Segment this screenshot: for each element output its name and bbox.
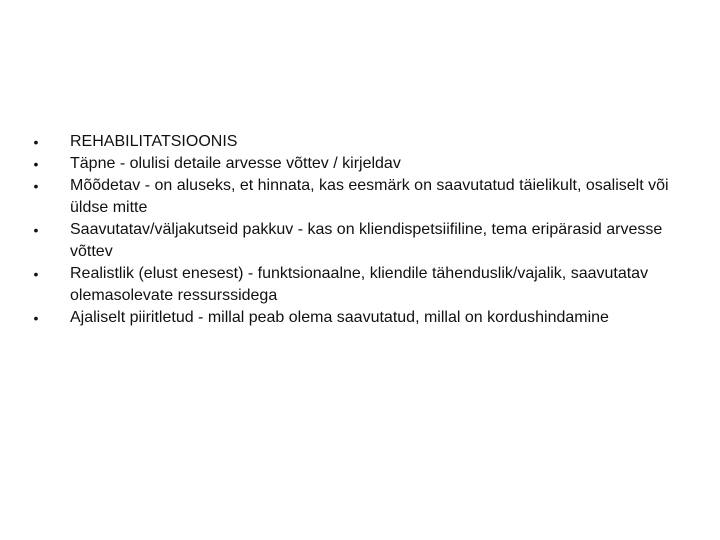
bullet-icon: • <box>33 222 39 238</box>
list-item-text: Täpne - olulisi detaile arvesse võttev / kirjeldav <box>70 155 401 172</box>
list-item <box>30 219 680 263</box>
list-item <box>30 175 680 219</box>
list-item-text: Saavutatav/väljakutseid pakkuv - kas on kliendispetsiifiline, tema eripärasid arvesse võttev <box>70 221 663 260</box>
bullet-icon: • <box>33 156 39 172</box>
list-item-text: Mõõdetav - on aluseks, et hinnata, kas eesmärk on saavutatud täielikult, osaliselt või üldse mitte <box>70 177 669 216</box>
bullet-icon: • <box>33 266 39 282</box>
list-item-text: Realistlik (elust enesest) - funktsionaalne, kliendile tähenduslik/vajalik, saavutatav olemasolevate ressurssidega <box>70 265 649 304</box>
list-item <box>30 153 680 175</box>
list-item <box>30 263 680 307</box>
list-item-text: REHABILITATSIOONIS <box>70 133 238 150</box>
bullet-list <box>30 131 680 329</box>
bullet-icon: • <box>33 134 39 150</box>
list-item <box>30 307 680 329</box>
bullet-icon: • <box>33 178 39 194</box>
bullet-icon: • <box>33 310 39 326</box>
list-item <box>30 131 680 153</box>
list-item-text: Ajaliselt piiritletud - millal peab olema saavutatud, millal on kordushindamine <box>70 309 609 326</box>
